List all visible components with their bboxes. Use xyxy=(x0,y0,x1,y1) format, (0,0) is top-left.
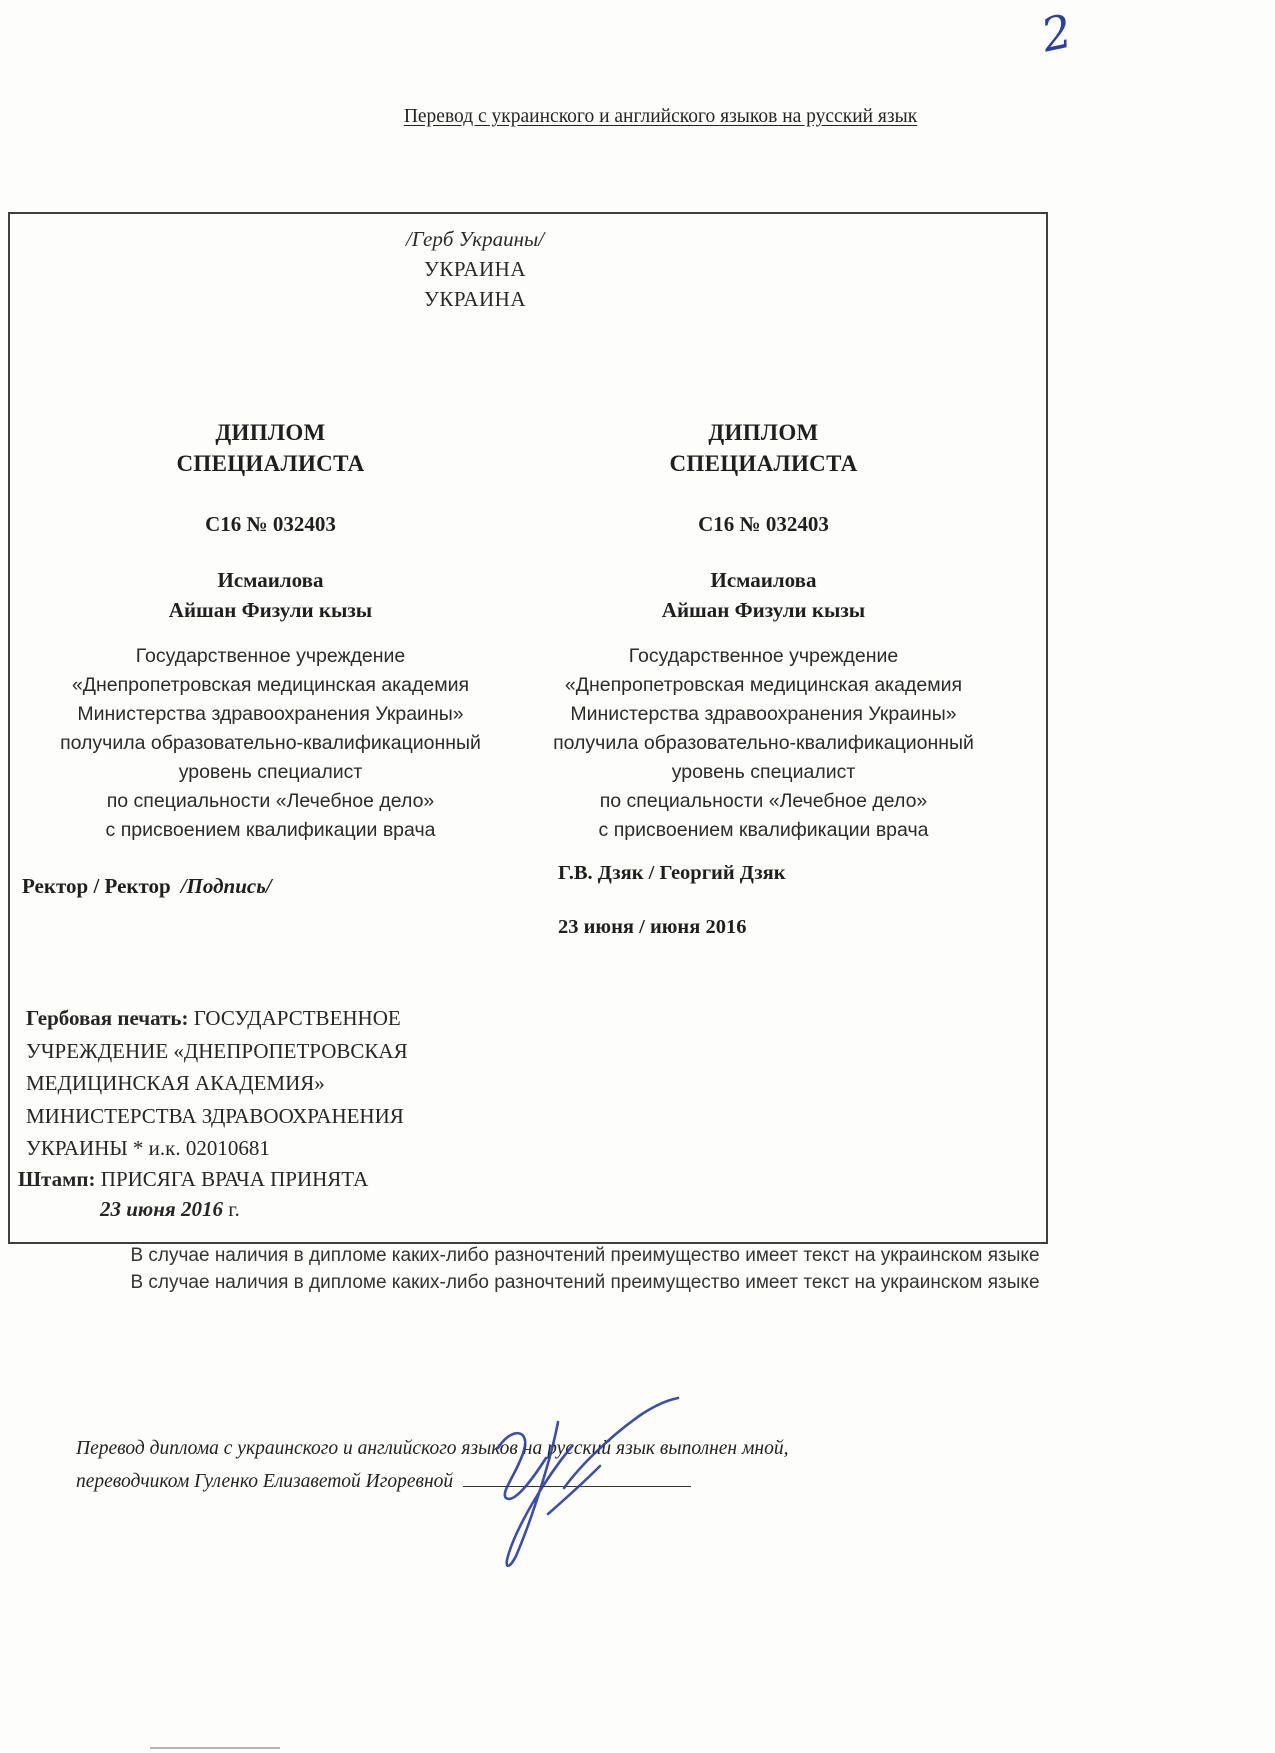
country-name-line1: УКРАИНА xyxy=(423,257,527,281)
body-line: Министерства здравоохранения Украины» xyxy=(77,703,464,725)
diploma-title-line2: СПЕЦИАЛИСТА xyxy=(176,451,365,476)
translator-statement-line1: Перевод диплома с украинского и английского языков на русский язык выполнен мной, xyxy=(76,1438,789,1459)
translation-direction-text: Перевод с украинского и английского языков на русский язык xyxy=(403,106,918,127)
diploma-column-left xyxy=(38,417,503,845)
diploma-body-text xyxy=(526,642,1001,845)
seal-line: УКРАИНЫ * и.к. 02010681 xyxy=(26,1136,270,1160)
seal-line xyxy=(26,1002,526,1035)
stamp-date-suffix: г. xyxy=(228,1197,240,1221)
body-line: с присвоением квалификации врача xyxy=(598,819,929,841)
body-line: Государственное учреждение xyxy=(135,645,406,667)
rector-name: Г.В. Дзяк / Георгий Дзяк xyxy=(558,862,786,884)
official-seal-description xyxy=(26,1002,526,1165)
graduate-given-names: Айшан Физули кызы xyxy=(168,598,373,622)
disclaimer-line1: В случае наличия в дипломе каких-либо разночтений преимущество имеет текст на украинском языке xyxy=(130,1245,1040,1266)
body-line: уровень специалист xyxy=(178,761,363,783)
seal-label: Гербовая печать: xyxy=(26,1006,189,1030)
body-line: по специальности «Лечебное дело» xyxy=(599,790,928,812)
seal-line: МЕДИЦИНСКАЯ АКАДЕМИЯ» xyxy=(26,1071,325,1095)
body-line: Государственное учреждение xyxy=(628,645,899,667)
stamp-label: Штамп: xyxy=(18,1167,96,1191)
stamp-text: ПРИСЯГА ВРАЧА ПРИНЯТА xyxy=(100,1167,369,1191)
body-line: получила образовательно-квалификационный xyxy=(60,732,481,754)
graduate-name xyxy=(526,565,1001,625)
body-line: с присвоением квалификации врача xyxy=(105,819,436,841)
scan-edge-artifact xyxy=(150,1747,280,1749)
translator-signature xyxy=(460,1396,695,1576)
stamp-date: 23 июня 2016 xyxy=(100,1197,223,1221)
diploma-title xyxy=(38,417,503,479)
signature-placeholder-note: /Подпись/ xyxy=(180,874,272,898)
language-precedence-disclaimer xyxy=(70,1243,1100,1296)
certificate-border-box xyxy=(8,212,1048,1244)
diploma-title-line1: ДИПЛОМ xyxy=(708,420,819,445)
seal-line: МИНИСТЕРСТВА ЗДРАВООХРАНЕНИЯ xyxy=(26,1103,404,1128)
stamp-description xyxy=(18,1164,368,1224)
diploma-body-text xyxy=(38,642,503,845)
certificate-header xyxy=(10,224,940,314)
disclaimer-line2: В случае наличия в дипломе каких-либо разночтений преимущество имеет текст на украинском языке xyxy=(130,1271,1040,1293)
graduate-surname: Исмаилова xyxy=(217,568,324,592)
stamp-date-line xyxy=(18,1194,368,1224)
diploma-column-right xyxy=(526,417,1001,845)
body-line: «Днепропетровская медицинская академия xyxy=(71,674,470,696)
seal-line: УЧРЕЖДЕНИЕ «ДНЕПРОПЕТРОВСКАЯ xyxy=(26,1038,408,1063)
body-line: уровень специалист xyxy=(671,761,856,783)
diploma-title-line2: СПЕЦИАЛИСТА xyxy=(669,451,858,476)
body-line: «Днепропетровская медицинская академия xyxy=(564,674,963,696)
seal-text: ГОСУДАРСТВЕННОЕ xyxy=(193,1006,401,1030)
translation-direction-header xyxy=(0,106,1275,128)
graduate-name xyxy=(38,565,503,625)
body-line: Министерства здравоохранения Украины» xyxy=(570,703,957,725)
body-line: по специальности «Лечебное дело» xyxy=(106,790,435,812)
translator-name-text: переводчиком Гуленко Елизаветой Игоревной xyxy=(76,1471,454,1492)
rector-signature-line xyxy=(22,874,272,899)
stamp-text-line xyxy=(18,1164,368,1194)
graduate-given-names: Айшан Физули кызы xyxy=(661,598,866,622)
diploma-title-line1: ДИПЛОМ xyxy=(215,420,326,445)
diploma-title xyxy=(526,417,1001,479)
emblem-note: /Герб Украины/ xyxy=(405,227,545,251)
diploma-serial: С16 № 032403 xyxy=(698,512,829,536)
body-line: получила образовательно-квалификационный xyxy=(553,732,974,754)
rector-label: Ректор / Ректор xyxy=(22,874,171,898)
country-name-line2: УКРАИНА xyxy=(423,287,527,311)
diploma-serial: С16 № 032403 xyxy=(205,512,336,536)
graduate-surname: Исмаилова xyxy=(710,568,817,592)
issue-date: 23 июня / июня 2016 xyxy=(558,916,747,938)
handwritten-page-number: 2 xyxy=(1036,3,1077,63)
